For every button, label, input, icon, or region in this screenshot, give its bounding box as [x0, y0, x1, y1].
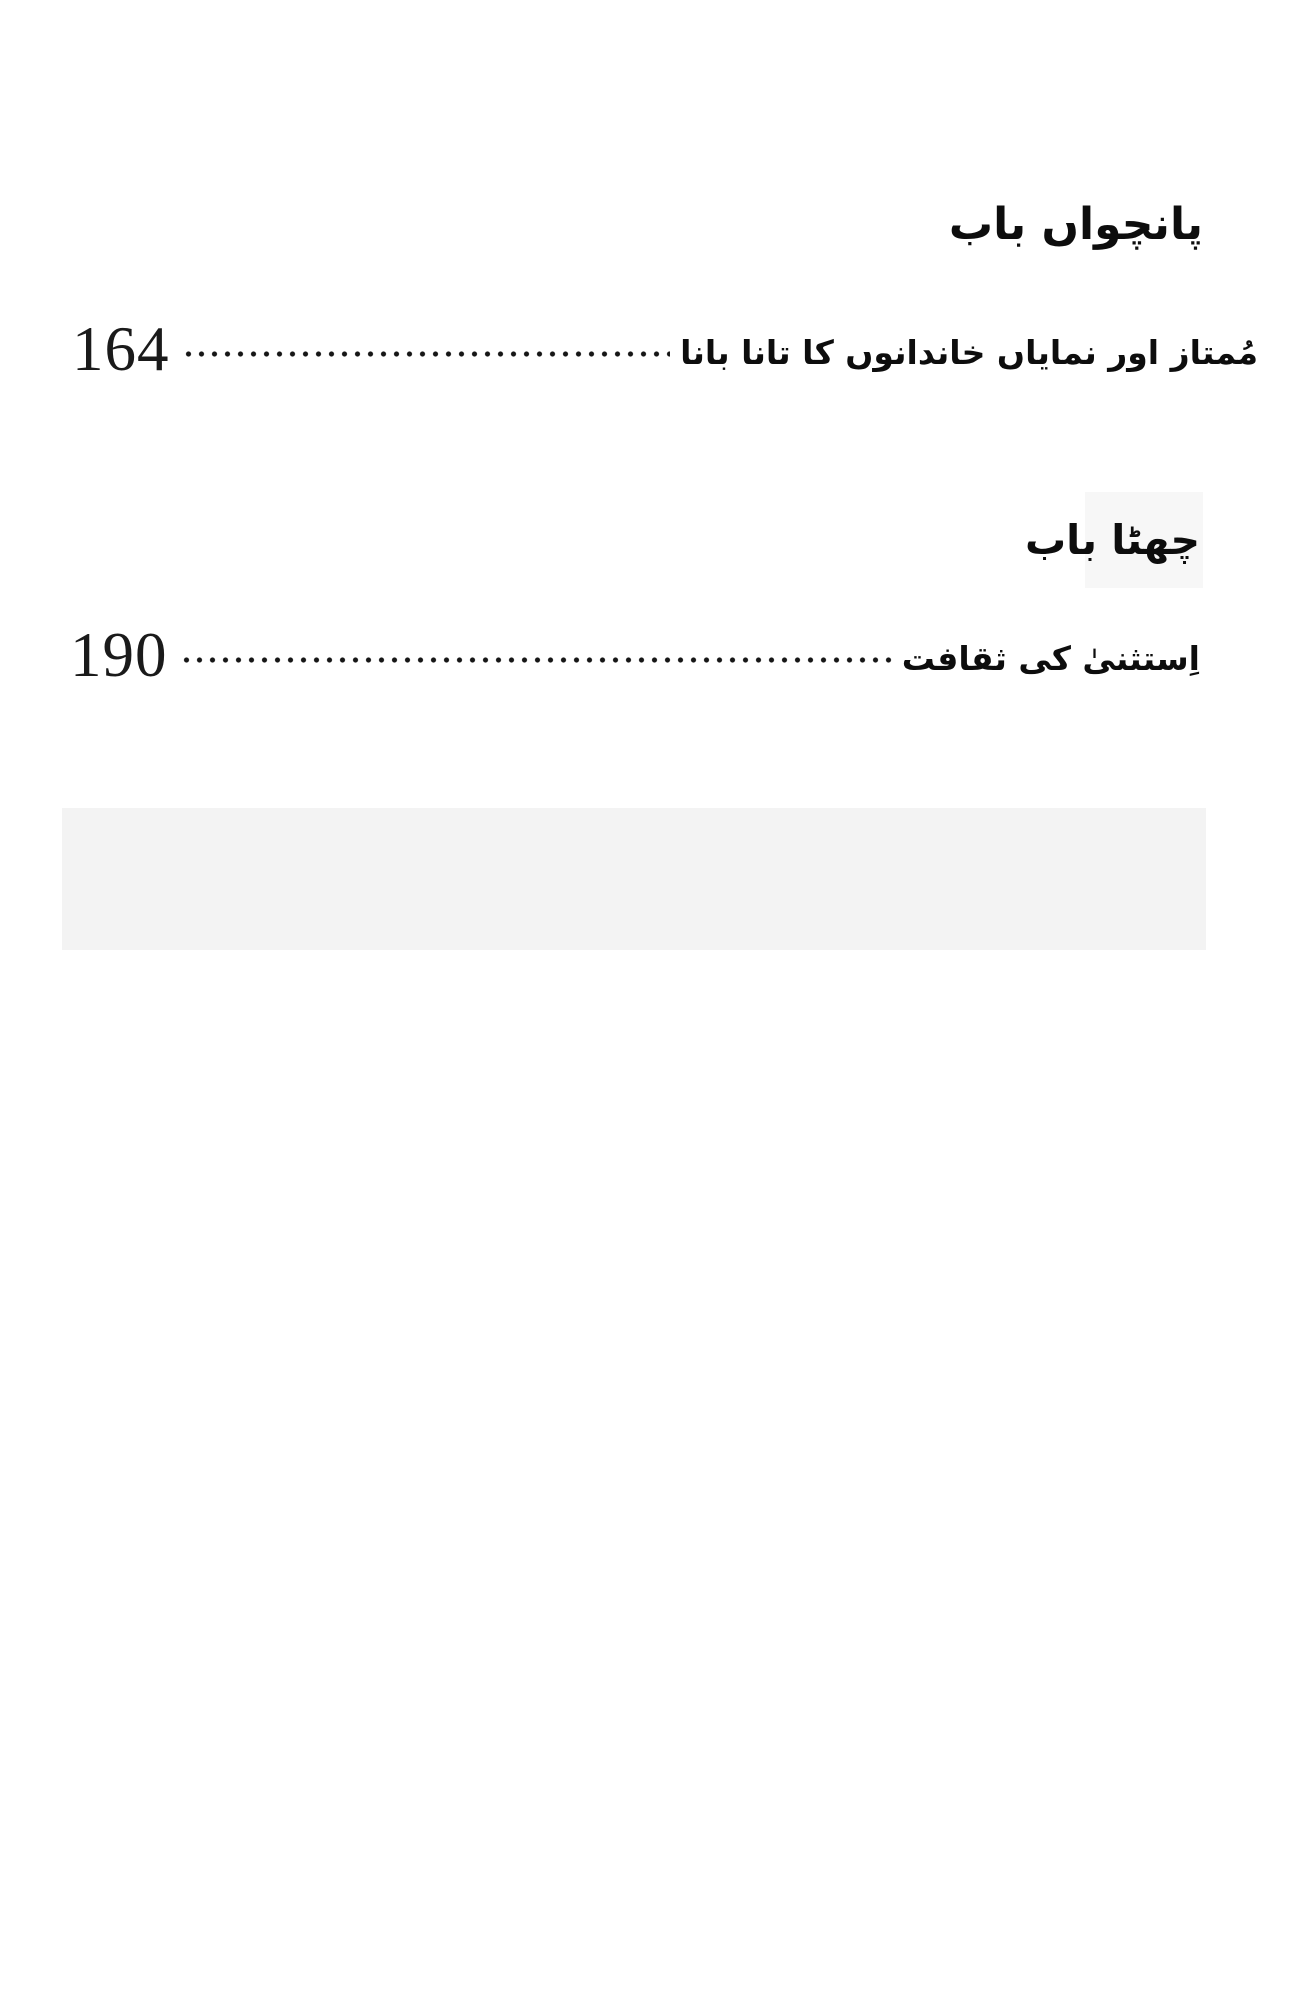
toc-entry-row [70, 620, 1200, 690]
page-number: 190 [70, 620, 168, 690]
entry-title: اِستثنیٰ کی ثقافت [901, 639, 1200, 678]
page-number: 164 [72, 314, 170, 384]
entry-title: مُمتاز اور نمایاں خاندانوں کا تانا بانا [680, 333, 1258, 372]
chapter-heading-five: پانچواں باب [948, 199, 1203, 250]
dot-leader [180, 653, 892, 667]
scan-shading-band [62, 808, 1206, 950]
dot-leader [182, 347, 671, 361]
toc-entry-row [72, 314, 1258, 384]
chapter-heading-six: چھٹا باب [1024, 516, 1200, 564]
